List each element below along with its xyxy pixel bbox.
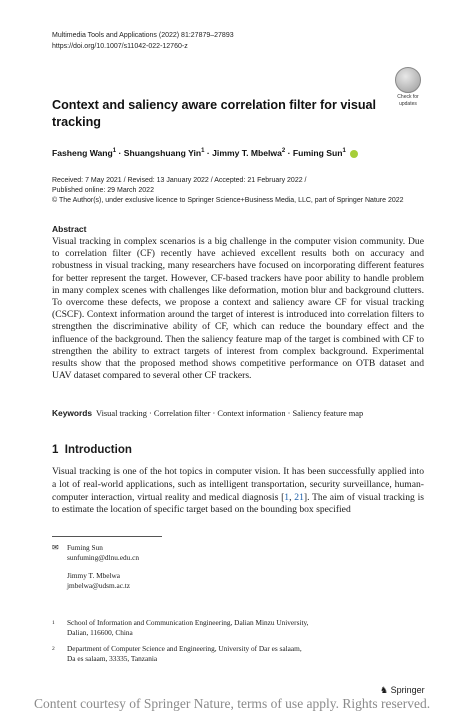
badge-line-2: updates — [399, 101, 417, 107]
affiliation-line: Department of Computer Science and Engineering, University of Dar es salaam, — [67, 644, 302, 653]
author-separator: · — [118, 148, 122, 158]
affiliation — [52, 618, 309, 638]
doi-link[interactable]: https://doi.org/10.1007/s11042-022-12760-z — [52, 43, 188, 50]
correspondence-block — [52, 543, 139, 591]
intro-paragraph — [52, 466, 424, 517]
publisher-name: Springer — [390, 685, 425, 695]
author-name[interactable]: Jimmy T. Mbelwa — [212, 148, 282, 158]
citation-link[interactable]: 1 — [284, 491, 290, 503]
correspondent-name: Fuming Sun — [67, 543, 103, 552]
badge-line-1: Check for — [397, 94, 419, 100]
affiliation-number: 1 — [52, 620, 55, 626]
check-for-updates-badge[interactable] — [393, 67, 423, 107]
envelope-icon: ✉ — [52, 543, 59, 552]
journal-header — [52, 30, 234, 52]
author-separator: · — [206, 148, 210, 158]
section-title: Introduction — [64, 444, 132, 456]
courtesy-watermark: Content courtesy of Springer Nature, terms of use apply. Rights reserved. — [34, 696, 431, 711]
dates-line: Published online: 29 March 2022 — [52, 187, 154, 194]
abstract-heading: Abstract — [52, 224, 87, 234]
author-name[interactable]: Fasheng Wang — [52, 148, 113, 158]
orcid-icon[interactable] — [350, 150, 358, 158]
affiliation-line: School of Information and Communication Engineering, Dalian Minzu University, — [67, 618, 309, 627]
update-bookmark-icon — [395, 67, 421, 93]
publisher-logo — [380, 685, 425, 696]
author-list — [52, 148, 358, 158]
author-affiliation-mark: 1 — [342, 148, 346, 155]
keywords-label: Keywords — [52, 408, 93, 418]
affiliation-line: Da es salaam, 33335, Tanzania — [67, 654, 158, 663]
intro-text: Visual tracking is one of the hot topics in computer vision. It has been successfully applied into a lot of real-world applications, such as intelligent transportation, security surveillance, human-computer interaction, virtual reality and medical diagnosis [ — [52, 466, 424, 503]
keywords-items: Visual tracking · Correlation filter · Context information · Saliency feature map — [96, 409, 364, 418]
abstract-text: Visual tracking in complex scenarios is a big challenge in the computer vision community. Due to correlation filter (CF) recently have achieved excellent results both on accuracy and robustness in visual tracking, many researchers have focused on incorporating different features for better represent the target. However, CF-based trackers have poor ability to handle problem in many complex scenes with challenges like deformation, motion blur and background clutters. To overcome these defects, we propose a context and saliency aware CF for visual tracking (CSCF). Context information around the target of interest is introduced into correlation filters to strengthen the discriminative ability of CF, which can reduce the boundary effect and the influence of the background. Then the saliency feature map of the target is combined with CF to strengthen the ability to extract targets of interest from complex background. Experimental results show that the proposed method shows competitive performance on OTB dataset and UAV dataset compared to several other CF trackers. — [52, 236, 424, 382]
citation-separator: , — [289, 491, 295, 503]
paper-title: Context and saliency aware correlation filter for visual tracking — [52, 98, 377, 129]
section-number: 1 — [52, 444, 59, 456]
citation-link[interactable]: 21 — [294, 491, 304, 503]
correspondent-name: Jimmy T. Mbelwa — [67, 571, 121, 580]
journal-citation: Multimedia Tools and Applications (2022) 81:27879–27893 — [52, 32, 234, 39]
footnote-divider — [52, 536, 162, 537]
author-name[interactable]: Shuangshuang Yin — [123, 148, 202, 158]
keywords-line — [52, 408, 363, 418]
affiliation-line: Dalian, 116600, China — [67, 628, 133, 637]
author-separator: · — [287, 148, 291, 158]
correspondent — [67, 571, 139, 591]
dates-line: Received: 7 May 2021 / Revised: 13 January 2022 / Accepted: 21 February 2022 / — [52, 177, 307, 184]
correspondent — [67, 543, 139, 563]
copyright-line: © The Author(s), under exclusive licence to Springer Science+Business Media, LLC, part of Springer Nature 2022 — [52, 197, 404, 204]
author-affiliation-mark: 1 — [112, 148, 117, 155]
author-affiliation-mark: 1 — [201, 148, 205, 155]
springer-horse-icon: ♞ — [380, 685, 389, 695]
author-name[interactable]: Fuming Sun — [292, 148, 343, 158]
author-affiliation-mark: 2 — [281, 148, 286, 155]
correspondent-email[interactable]: sunfuming@dlnu.edu.cn — [67, 553, 139, 562]
correspondent-email[interactable]: jmbelwa@udsm.ac.tz — [67, 581, 131, 590]
intro-text: ]. The aim of visual tracking is to estimate the location of specific target based on the bounding box specified — [52, 491, 424, 516]
publication-dates — [52, 176, 404, 206]
affiliation — [52, 644, 302, 664]
affiliation-number: 2 — [52, 646, 55, 652]
section-heading — [52, 444, 132, 456]
